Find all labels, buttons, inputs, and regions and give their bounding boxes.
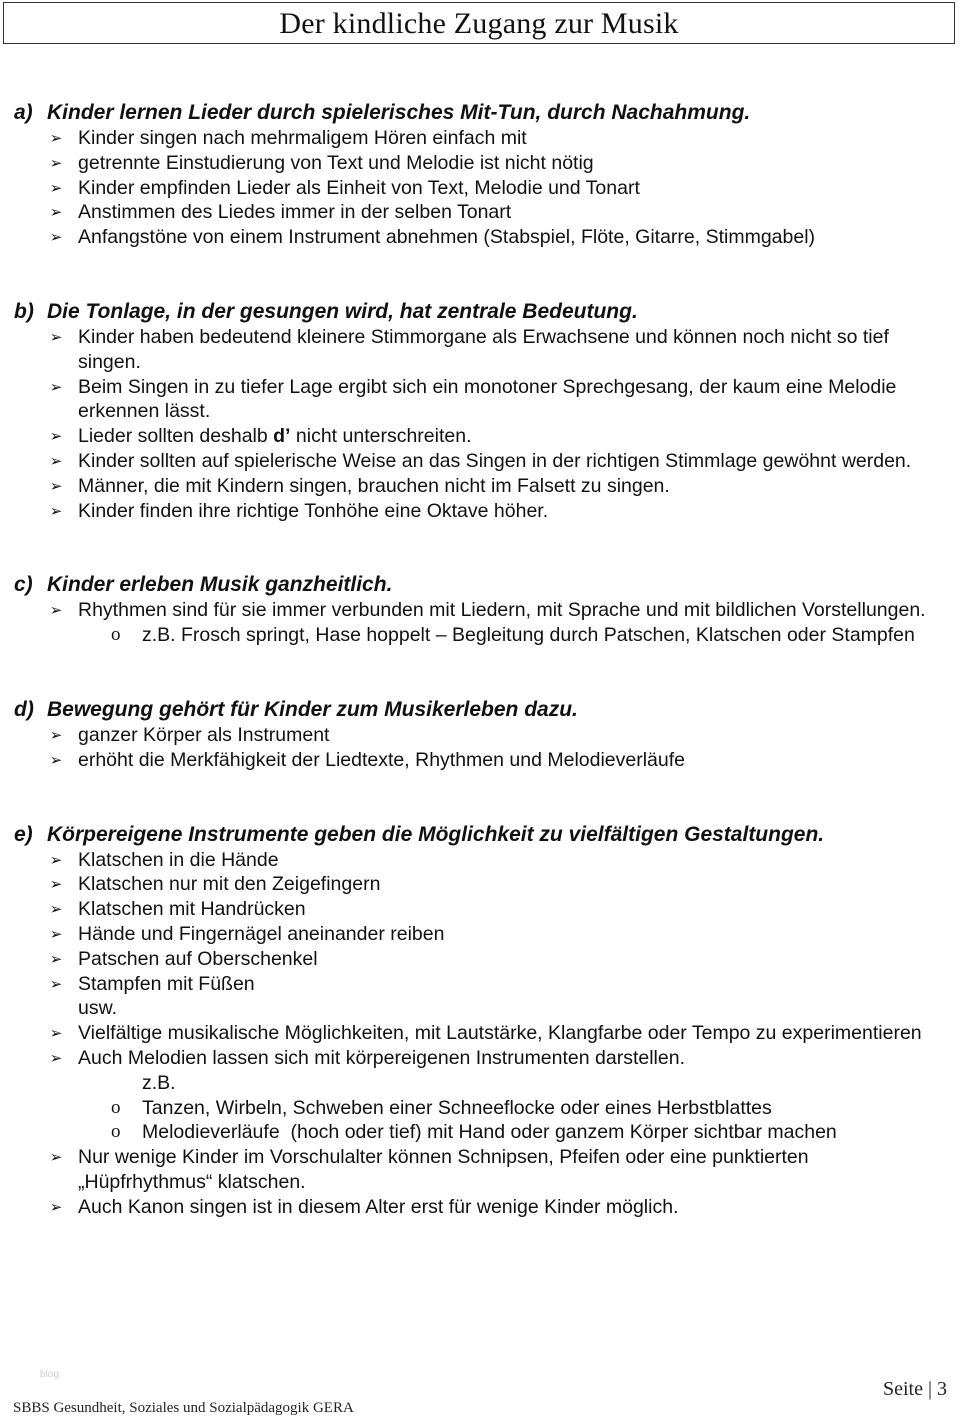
list-item [14,474,944,499]
arrow-bullet-icon: ➢ [49,924,63,943]
section-b [14,299,944,523]
list-item [14,1145,944,1195]
page-separator: | [927,1378,932,1400]
section-heading [14,572,944,598]
list-item [14,176,944,201]
list-item-text: Rhythmen sind für sie immer verbunden mit Liedern, mit Sprache und mit bildlichen Vorstellungen. [78,599,926,622]
arrow-bullet-icon: ➢ [49,750,63,769]
list-item [14,499,944,524]
list-item-text: Klatschen nur mit den Zeigefingern [78,873,381,896]
list-item [14,424,944,449]
list-item-text: Männer, die mit Kindern singen, brauchen nicht im Falsett zu singen. [78,474,670,497]
arrow-bullet-icon: ➢ [49,900,63,919]
plain-list-line [14,996,944,1021]
bullet-list [14,325,944,523]
list-item-text: Kinder haben bedeutend kleinere Stimmorgane als Erwachsene und können noch nicht so tief singen. [78,325,889,373]
circle-bullet-icon: o [111,1096,121,1118]
list-item-text: Kinder singen nach mehrmaligem Hören einfach mit [78,127,527,149]
arrow-bullet-icon: ➢ [49,875,63,894]
title-box [3,2,955,44]
arrow-bullet-icon: ➢ [49,1024,63,1043]
section-letter: b) [14,299,34,323]
list-item-text: Vielfältige musikalische Möglichkeiten, mit Lautstärke, Klangfarbe oder Tempo zu experimentieren [78,1022,922,1045]
arrow-bullet-icon: ➢ [49,501,63,520]
list-item-text: Auch Melodien lassen sich mit körpereigenen Instrumenten darstellen. [78,1046,685,1069]
arrow-bullet-icon: ➢ [49,228,63,247]
arrow-bullet-icon: ➢ [49,1148,63,1167]
list-item [14,1021,944,1046]
bullet-list [14,848,944,1220]
list-item-text: usw. [78,997,118,1020]
list-item [14,151,944,176]
list-item-text: Klatschen mit Handrücken [78,898,306,921]
list-item [14,748,944,773]
list-item [14,126,944,151]
section-title: Die Tonlage, in der gesungen wird, hat zentrale Bedeutung. [47,299,638,323]
arrow-bullet-icon: ➢ [49,974,63,993]
list-item-text: Lieder sollten deshalb [78,425,268,448]
list-item-text: getrennte Einstudierung von Text und Melodie ist nicht nötig [78,151,594,174]
list-item-text: Kinder empfinden Lieder als Einheit von Text, Melodie und Tonart [78,176,640,199]
list-item-text: nicht unterschreiten. [295,425,472,448]
section-heading [14,299,944,325]
watermark: blog [40,1369,59,1380]
section-title: Kinder erleben Musik ganzheitlich. [47,573,393,597]
section-title: Bewegung gehört für Kinder zum Musikerleben dazu. [47,697,578,721]
circle-bullet-icon: o [111,624,121,646]
sub-list-item [14,623,944,648]
arrow-bullet-icon: ➢ [49,129,63,147]
section-letter: d) [14,697,34,721]
arrow-bullet-icon: ➢ [49,1048,63,1067]
list-item-text: ganzer Körper als Instrument [78,723,330,746]
circle-bullet-icon: o [111,1121,121,1143]
section-letter: c) [14,573,33,597]
arrow-bullet-icon: ➢ [49,850,63,869]
arrow-bullet-icon: ➢ [49,725,63,744]
arrow-bullet-icon: ➢ [49,476,63,495]
list-item [14,375,944,425]
sub-item-text: z.B. [142,1071,176,1094]
list-item [14,1046,944,1071]
list-item [14,723,944,748]
list-item [14,449,944,474]
page-number [883,1378,947,1401]
list-item-text: erhöht die Merkfähigkeit der Liedtexte, Rhythmen und Melodieverläufe [78,748,686,771]
sub-item-text: z.B. Frosch springt, Hase hoppelt – Begleitung durch Patschen, Klatschen oder Stampfen [142,624,915,647]
list-item [14,897,944,922]
sub-item-text: Tanzen, Wirbeln, Schweben einer Schneeflocke oder eines Herbstblattes [142,1096,772,1119]
list-item-text: Anfangstöne von einem Instrument abnehmen (Stabspiel, Flöte, Gitarre, Stimmgabel) [78,226,816,249]
list-item [14,972,944,997]
list-item-text: Hände und Fingernägel aneinander reiben [78,922,445,945]
arrow-bullet-icon: ➢ [49,377,63,396]
list-item [14,200,944,225]
arrow-bullet-icon: ➢ [49,203,63,222]
section-e [14,822,944,1220]
arrow-bullet-icon: ➢ [49,327,63,346]
list-item-text: Auch Kanon singen ist in diesem Alter erst für wenige Kinder möglich. [78,1195,679,1218]
sub-list-intro [14,1071,944,1096]
list-item [14,598,944,623]
section-a [14,100,944,250]
sub-list-item [14,1120,944,1145]
section-letter: a) [14,101,33,124]
list-item [14,922,944,947]
section-letter: e) [14,822,33,846]
content [14,100,944,1220]
section-heading [14,100,944,126]
bullet-list [14,723,944,773]
section-heading [14,697,944,723]
list-item-text: Kinder finden ihre richtige Tonhöhe eine Oktave höher. [78,499,549,522]
arrow-bullet-icon: ➢ [49,153,63,172]
bullet-list [14,598,944,648]
arrow-bullet-icon: ➢ [49,451,63,470]
arrow-bullet-icon: ➢ [49,1197,63,1216]
list-item-text: Nur wenige Kinder im Vorschulalter können Schnipsen, Pfeifen oder eine punktierten „Hüpfrhythmus“ klatschen. [78,1146,809,1193]
list-item-text: Beim Singen in zu tiefer Lage ergibt sich ein monotoner Sprechgesang, der kaum eine Melodie erkennen lässt. [78,375,897,423]
section-title: Körpereigene Instrumente geben die Möglichkeit zu vielfältigen Gestaltungen. [47,822,825,846]
arrow-bullet-icon: ➢ [49,601,63,620]
list-item [14,1195,944,1220]
section-c [14,572,944,648]
footer-institution: SBBS Gesundheit, Soziales und Sozialpädagogik GERA [13,1400,354,1416]
list-item-text: Patschen auf Oberschenkel [78,947,318,970]
bullet-list [14,126,944,250]
page-label: Seite [882,1378,923,1400]
list-item [14,947,944,972]
arrow-bullet-icon: ➢ [49,427,63,446]
sub-list-item [14,1096,944,1121]
pitch-note: d’ [273,425,291,448]
page-number-value: 3 [937,1378,947,1400]
list-item [14,225,944,250]
list-item-text: Anstimmen des Liedes immer in der selben Tonart [78,201,512,224]
list-item-text: Kinder sollten auf spielerische Weise an das Singen in der richtigen Stimmlage gewöhnt werden. [78,449,912,472]
list-item [14,872,944,897]
list-item-text: Stampfen mit Füßen [78,972,255,995]
list-item-text: Klatschen in die Hände [78,848,279,871]
section-title: Kinder lernen Lieder durch spielerisches Mit-Tun, durch Nachahmung. [47,101,751,124]
list-item [14,848,944,873]
section-d [14,697,944,773]
section-heading [14,822,944,848]
arrow-bullet-icon: ➢ [49,178,63,197]
list-item [14,325,944,375]
sub-item-text: Melodieverläufe (hoch oder tief) mit Hand oder ganzem Körper sichtbar machen [142,1121,837,1144]
arrow-bullet-icon: ➢ [49,949,63,968]
page-title: Der kindliche Zugang zur Musik [279,7,679,40]
